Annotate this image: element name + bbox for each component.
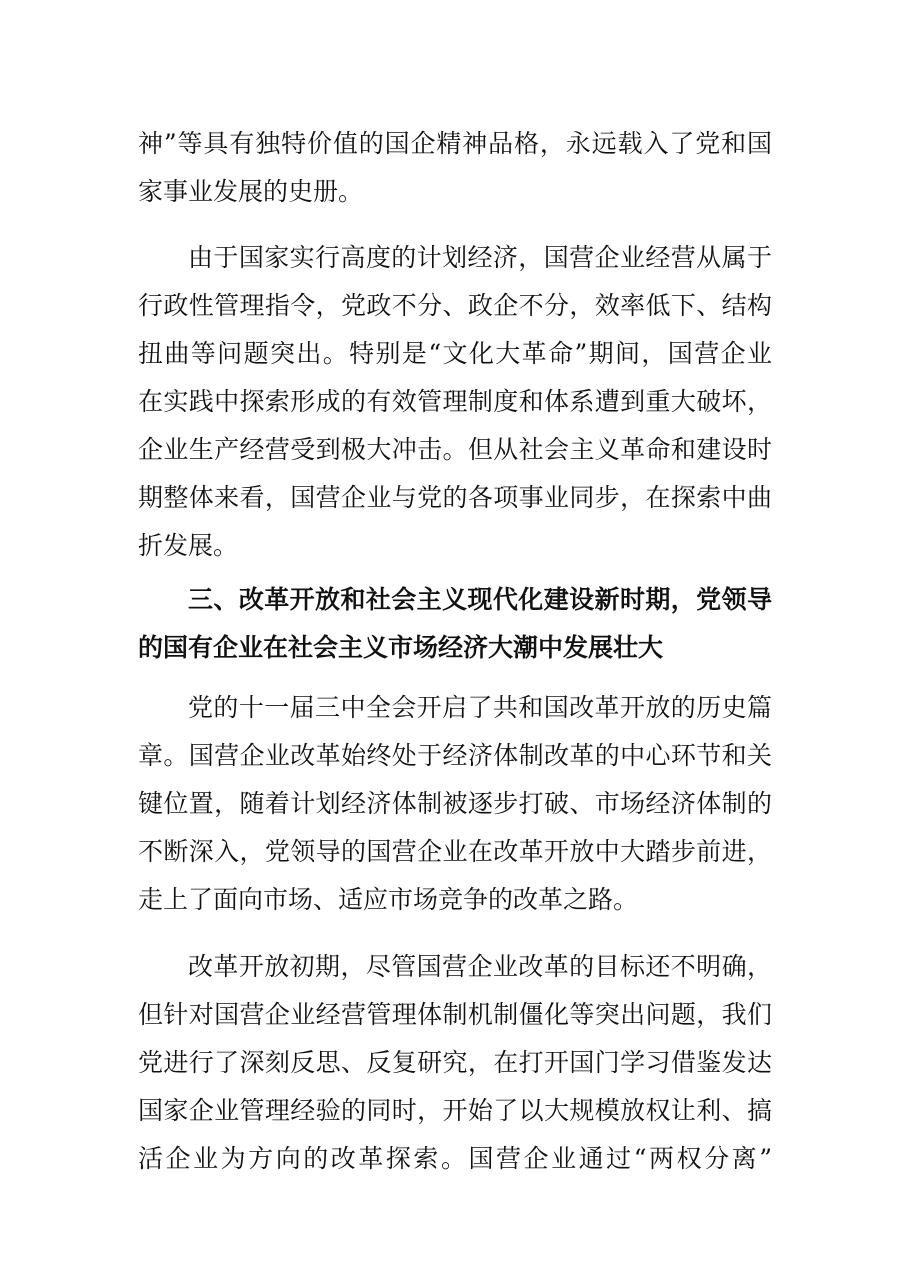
paragraph-2-line-4: 在实践中探索形成的有效管理制度和体系遭到重大破坏，: [138, 387, 772, 416]
paragraph-2-line-2: 行政性管理指令，党政不分、政企不分，效率低下、结构: [138, 291, 772, 320]
paragraph-1-line-1: 神”等具有独特价值的国企精神品格，永远载入了党和国: [138, 129, 772, 158]
section-heading-line-1: 三、改革开放和社会主义现代化建设新时期，党领导: [188, 585, 772, 614]
paragraph-2-line-5: 企业生产经营受到极大冲击。但从社会主义革命和建设时: [138, 435, 772, 464]
paragraph-1-line-2: 家事业发展的史册。: [138, 177, 364, 206]
paragraph-4-line-3: 党进行了深刻反思、反复研究，在打开国门学习借鉴发达: [138, 1048, 772, 1077]
paragraph-3-line-3: 键位置，随着计划经济体制被逐步打破、市场经济体制的: [138, 789, 772, 818]
paragraph-4-line-4: 国家企业管理经验的同时，开始了以大规模放权让利、搞: [138, 1096, 772, 1125]
paragraph-4-line-5: 活企业为方向的改革探索。国营企业通过“两权分离”: [138, 1144, 772, 1173]
paragraph-2-line-1: 由于国家实行高度的计划经济，国营企业经营从属于: [188, 243, 772, 272]
section-heading-line-2: 的国有企业在社会主义市场经济大潮中发展壮大: [138, 633, 664, 662]
paragraph-3-line-4: 不断深入，党领导的国营企业在改革开放中大踏步前进，: [138, 837, 772, 866]
paragraph-3-line-2: 章。国营企业改革始终处于经济体制改革的中心环节和关: [138, 741, 772, 770]
paragraph-4-line-1: 改革开放初期，尽管国营企业改革的目标还不明确，: [188, 952, 772, 981]
paragraph-3-line-5: 走上了面向市场、适应市场竞争的改革之路。: [138, 885, 639, 914]
paragraph-2-line-7: 折发展。: [138, 531, 239, 560]
paragraph-2-line-3: 扭曲等问题突出。特别是“文化大革命”期间，国营企业: [138, 339, 772, 368]
paragraph-3-line-1: 党的十一届三中全会开启了共和国改革开放的历史篇: [188, 693, 772, 722]
paragraph-2-line-6: 期整体来看，国营企业与党的各项事业同步，在探索中曲: [138, 483, 772, 512]
paragraph-4-line-2: 但针对国营企业经营管理体制机制僵化等突出问题，我们: [138, 1000, 772, 1029]
